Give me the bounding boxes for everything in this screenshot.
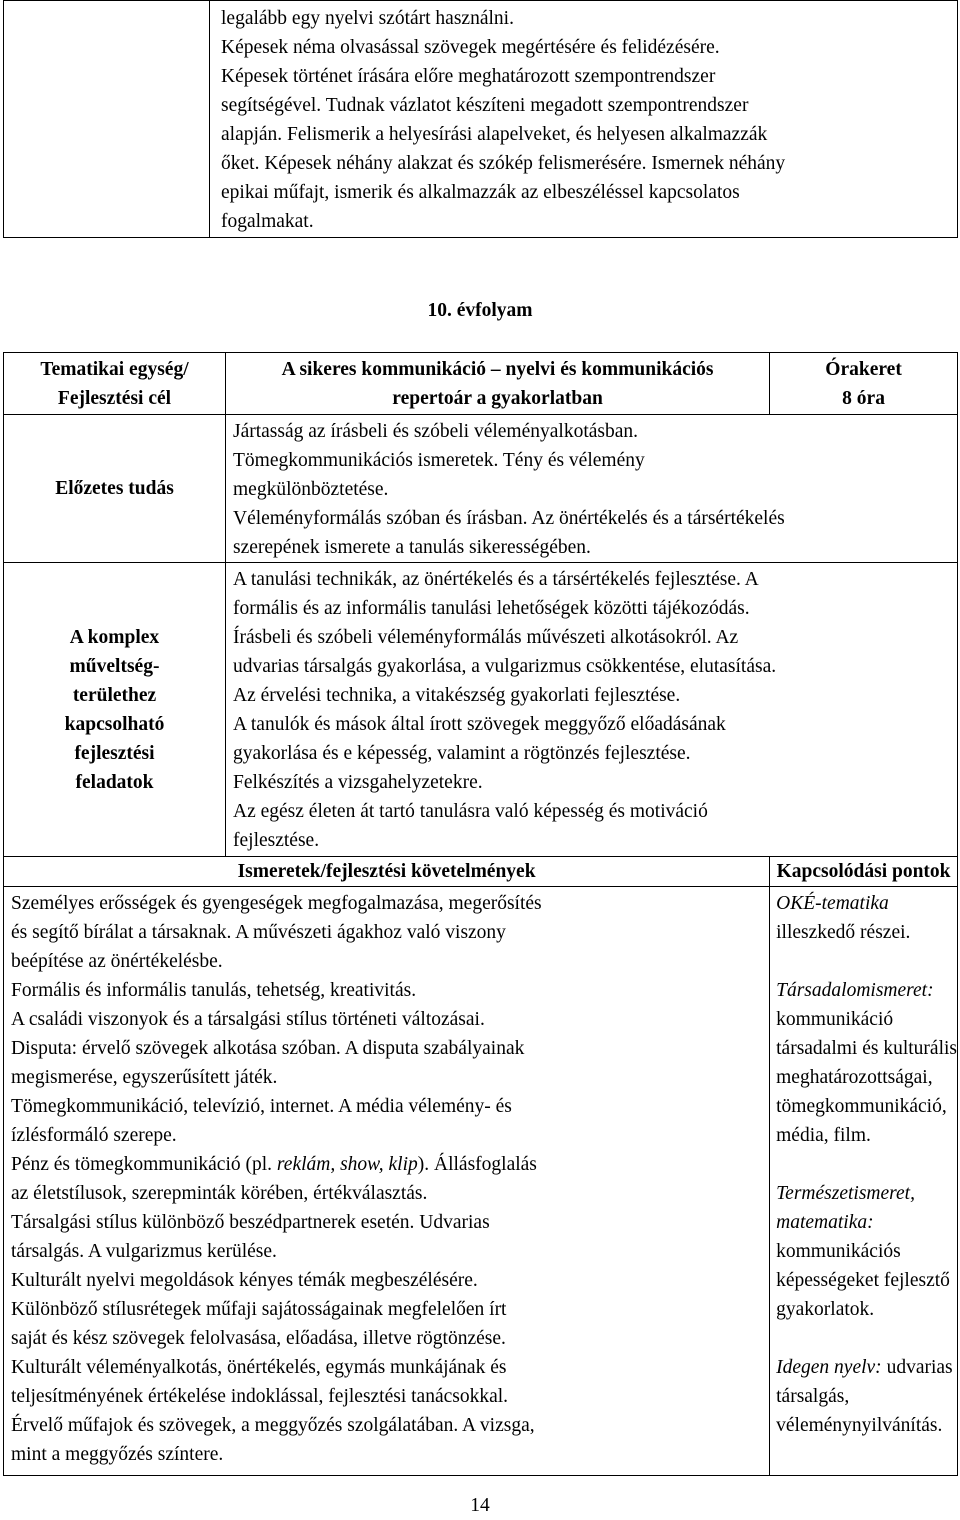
connection-title: Természetismeret, xyxy=(776,1183,915,1204)
unit-title: A sikeres kommunikáció – nyelvi és kommunikációs xyxy=(281,359,714,380)
text-line: gyakorlása és e képesség, valamint a rögtönzés fejlesztése. xyxy=(233,743,691,764)
text-line: Tömegkommunikációs ismeretek. Tény és vélemény xyxy=(233,450,645,471)
previous-section-text xyxy=(210,1,958,238)
unit-label-cell xyxy=(4,353,226,415)
text-fragment: Pénz és tömegkommunikáció (pl. xyxy=(11,1154,277,1175)
text-line: az életstílusok, szerepminták körében, értékválasztás. xyxy=(11,1183,428,1204)
text-line: Képesek történet írására előre meghatározott szempontrendszer xyxy=(221,66,716,87)
spacer xyxy=(776,1150,957,1179)
complex-label: A komplex xyxy=(69,626,160,648)
text-line: Személyes erősségek és gyengeségek megfogalmazása, megerősítés xyxy=(11,893,542,914)
text-line xyxy=(11,1150,769,1179)
connection-title: OKÉ-tematika xyxy=(776,893,889,914)
hours-label: Órakeret xyxy=(825,359,902,380)
text-line: Formális és informális tanulás, tehetség, kreativitás. xyxy=(11,980,417,1001)
text-line: saját és kész szövegek felolvasása, előadása, illetve rögtönzése. xyxy=(11,1328,506,1349)
text-line: véleménynyilvánítás. xyxy=(776,1415,943,1436)
complex-label: fejlesztési xyxy=(74,742,155,764)
text-line: Érvelő műfajok és szövegek, a meggyőzés szolgálatában. A vizsga, xyxy=(11,1415,535,1436)
text-line: Képesek néma olvasással szövegek megértésére és felidézésére. xyxy=(221,37,720,58)
text-line: Különböző stílusrétegek műfaji sajátosságainak megfelelően írt xyxy=(11,1299,507,1320)
text-line: Felkészítés a vizsgahelyzetekre. xyxy=(233,772,483,793)
grade-heading: 10. évfolyam xyxy=(427,300,533,321)
requirements-header-cell xyxy=(4,857,770,887)
unit-label: Fejlesztési cél xyxy=(57,387,172,409)
page-number: 14 xyxy=(470,1495,490,1516)
text-line: kommunikáció xyxy=(776,1009,894,1030)
unit-label: Tematikai egység/ xyxy=(40,358,189,380)
text-line: őket. Képesek néhány alakzat és szókép felismerésére. Ismernek néhány xyxy=(221,153,786,174)
text-line: megismerése, egyszerűsített játék. xyxy=(11,1067,278,1088)
hours-cell xyxy=(770,353,958,415)
text-line: fejlesztése. xyxy=(233,830,320,851)
text-line: és segítő bírálat a társaknak. A művészeti ágakhoz való viszony xyxy=(11,922,506,943)
empty-label-cell xyxy=(4,1,210,238)
text-line: Disputa: érvelő szövegek alkotása szóban. A disputa szabályainak xyxy=(11,1038,525,1059)
text-fragment: udvarias xyxy=(881,1357,953,1378)
prior-knowledge-cell xyxy=(226,415,958,563)
connections-header: Kapcsolódási pontok xyxy=(776,861,951,882)
text-line: A tanulók és mások által írott szövegek meggyőző előadásának xyxy=(233,714,726,735)
text-line: társadalmi és kulturális xyxy=(776,1038,957,1059)
text-line: teljesítményének értékelése indoklással, fejlesztési tanácsokkal. xyxy=(11,1386,509,1407)
text-line: A tanulási technikák, az önértékelés és a társértékelés fejlesztése. A xyxy=(233,569,759,590)
spacer xyxy=(776,947,957,976)
text-line: szerepének ismerete a tanulás sikerességében. xyxy=(233,537,591,558)
text-line: Az érvelési technika, a vitakészség gyakorlati fejlesztése. xyxy=(233,685,681,706)
text-line xyxy=(776,1353,957,1382)
text-fragment: ). Állásfoglalás xyxy=(417,1154,537,1175)
complex-tasks-cell xyxy=(226,563,958,857)
text-line: segítségével. Tudnak vázlatot készíteni megadott szempontrendszer xyxy=(221,95,749,116)
text-line: alapján. Felismerik a helyesírási alapelveket, és helyesen alkalmazzák xyxy=(221,124,768,145)
text-line: mint a meggyőzés színtere. xyxy=(11,1444,224,1465)
connection-title: matematika: xyxy=(776,1212,874,1233)
text-line: Írásbeli és szóbeli véleményformálás művészeti alkotásokról. Az xyxy=(233,627,739,648)
text-line: meghatározottságai, xyxy=(776,1067,933,1088)
text-line: illeszkedő részei. xyxy=(776,922,911,943)
unit-title-cell xyxy=(226,353,770,415)
hours-value: 8 óra xyxy=(842,388,885,409)
italic-fragment: reklám, show, klip xyxy=(276,1154,418,1175)
text-line: ízlésformáló szerepe. xyxy=(11,1125,177,1146)
complex-tasks-label-cell xyxy=(4,563,226,857)
spacer xyxy=(776,1324,957,1353)
text-line: társalgás, xyxy=(776,1386,850,1407)
text-line: formális és az informális tanulási lehetőségek közötti tájékozódás. xyxy=(233,598,750,619)
text-line: Kulturált nyelvi megoldások kényes témák megbeszélésére. xyxy=(11,1270,478,1291)
text-line: beépítése az önértékelésbe. xyxy=(11,951,223,972)
complex-label: műveltség- xyxy=(69,655,160,677)
text-line: társalgás. A vulgarizmus kerülése. xyxy=(11,1241,277,1262)
text-line: epikai műfajt, ismerik és alkalmazzák az elbeszéléssel kapcsolatos xyxy=(221,182,740,203)
connection-title: Társadalomismeret: xyxy=(776,980,934,1001)
text-line: Társalgási stílus különböző beszédpartnerek esetén. Udvarias xyxy=(11,1212,490,1233)
text-line: kommunikációs xyxy=(776,1241,901,1262)
requirements-cell xyxy=(4,887,770,1476)
text-line: Tömegkommunikáció, televízió, internet. A média vélemény- és xyxy=(11,1096,512,1117)
text-line: A családi viszonyok és a társalgási stílus történeti változásai. xyxy=(11,1009,485,1030)
connection-title: Idegen nyelv: xyxy=(776,1357,882,1378)
complex-label: területhez xyxy=(72,684,157,706)
text-line: tömegkommunikáció, xyxy=(776,1096,947,1117)
prior-knowledge-label-cell xyxy=(4,415,226,563)
unit-title: repertoár a gyakorlatban xyxy=(392,388,603,409)
text-line: média, film. xyxy=(776,1125,871,1146)
requirements-header: Ismeretek/fejlesztési követelmények xyxy=(237,861,536,882)
text-line: Véleményformálás szóban és írásban. Az önértékelés és a társértékelés xyxy=(233,508,785,529)
text-line: fogalmakat. xyxy=(221,211,314,232)
connections-cell xyxy=(770,887,958,1476)
text-line: képességeket fejlesztő xyxy=(776,1270,950,1291)
previous-section-table xyxy=(3,0,958,238)
curriculum-table xyxy=(3,352,958,1476)
complex-label: kapcsolható xyxy=(64,713,165,735)
complex-label: feladatok xyxy=(75,771,154,793)
text-line: udvarias társalgás gyakorlása, a vulgarizmus csökkentése, elutasítása. xyxy=(233,656,777,677)
connections-header-cell xyxy=(770,857,958,887)
text-line: Jártasság az írásbeli és szóbeli véleményalkotásban. xyxy=(233,421,639,442)
text-line: Az egész életen át tartó tanulásra való képesség és motiváció xyxy=(233,801,708,822)
text-line: megkülönböztetése. xyxy=(233,479,389,500)
text-line: gyakorlatok. xyxy=(776,1299,875,1320)
text-line: legalább egy nyelvi szótárt használni. xyxy=(221,8,514,29)
text-line: Kulturált véleményalkotás, önértékelés, egymás munkájának és xyxy=(11,1357,507,1378)
prior-knowledge-label: Előzetes tudás xyxy=(55,478,174,499)
